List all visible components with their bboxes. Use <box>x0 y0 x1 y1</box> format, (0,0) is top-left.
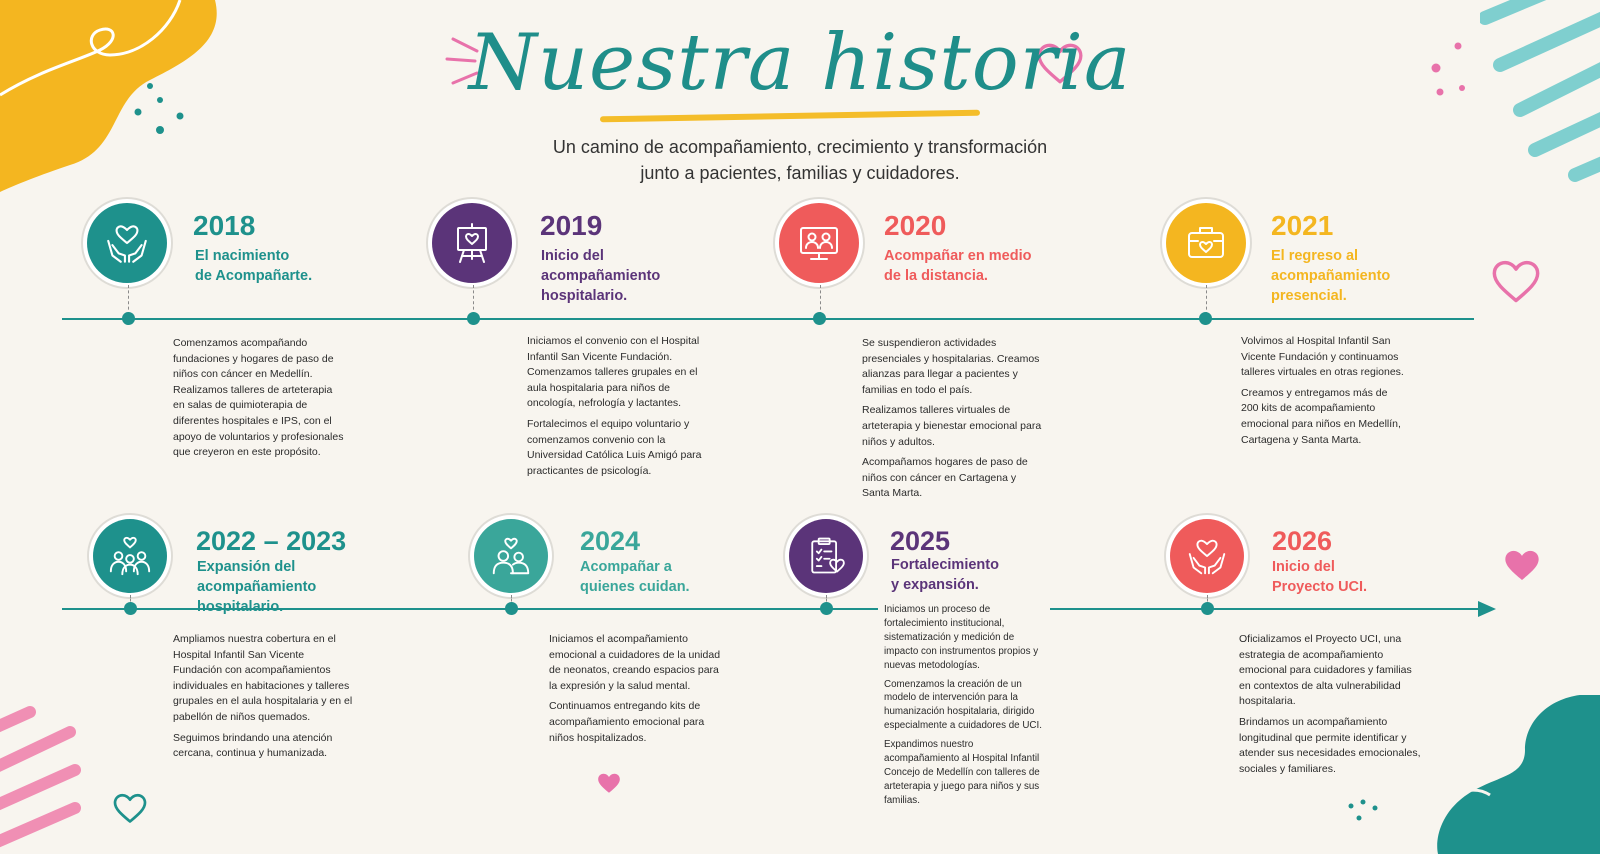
page-title: Nuestra historia <box>468 18 1132 108</box>
timeline-dot <box>124 602 137 615</box>
heart-outline-icon <box>1490 255 1542 307</box>
milestone-title: Expansión del acompañamiento hospitalario. <box>197 559 317 615</box>
milestone-connector <box>820 285 821 315</box>
heart-filled-icon <box>596 770 622 796</box>
easel-heart-icon <box>448 219 496 267</box>
subtitle-line: Un camino de acompañamiento, crecimiento y transformación <box>552 137 1048 157</box>
milestone-paragraph: Iniciamos el acompañamiento emocional a cuidadores de la unidad de neonatos, creando espacios para la expresión y la salud mental. <box>549 633 721 692</box>
teal-blob-decoration <box>1430 695 1600 854</box>
milestone-paragraph: Creamos y entregamos más de 200 kits de acompañamiento emocional para niños en Medellín, Cartagena y Santa Marta. <box>1241 386 1401 446</box>
timeline-dot <box>1201 602 1214 615</box>
milestone-connector <box>473 285 474 315</box>
milestone-icon-circle <box>87 203 167 283</box>
milestone-paragraph: Oficializamos el Proyecto UCI, una estrategia de acompañamiento emocional para cuidadores y familias en contextos de alta vulnerabilidad hospitalaria. <box>1239 633 1412 708</box>
milestone-description <box>878 603 1050 813</box>
milestone-paragraph: Se suspendieron actividades presenciales y hospitalarias. Creamos alianzas para llegar a pacientes y familias en todo el país. <box>862 337 1040 396</box>
milestone-paragraph: Comenzamos la creación de un modelo de intervención para la humanización hospitalaria, dirigido especialmente a cuidadores de UCI. <box>884 678 1042 732</box>
group-heart-icon <box>107 533 153 579</box>
milestone-title: Fortalecimiento y expansión. <box>891 557 999 593</box>
milestone-paragraph: Volvimos al Hospital Infantil San Vicente Fundación y continuamos talleres virtuales en otras regiones. <box>1241 335 1404 379</box>
milestone-title: Inicio del acompañamiento hospitalario. <box>541 248 661 304</box>
milestone-title: Acompañar a quienes cuidan. <box>580 559 690 595</box>
milestone-year: 2025 <box>890 526 951 556</box>
timeline-dot <box>1199 312 1212 325</box>
milestone-paragraph: Iniciamos el convenio con el Hospital Infantil San Vicente Fundación. Comenzamos talleres grupales en el aula hospitalaria para niños de oncología, nefrología y lactantes. <box>527 335 700 410</box>
milestone-year: 2019 <box>540 210 603 241</box>
milestone-connector <box>128 285 129 315</box>
milestone-year: 2020 <box>884 210 947 241</box>
milestone-icon-circle <box>474 519 548 593</box>
milestone-description <box>1239 632 1424 782</box>
video-call-icon <box>795 219 843 267</box>
kit-heart-icon <box>1182 219 1230 267</box>
milestone-paragraph: Continuamos entregando kits de acompañamiento emocional para niños hospitalizados. <box>549 700 705 744</box>
milestone-icon-circle <box>1170 519 1244 593</box>
page-subtitle <box>0 134 1600 186</box>
timeline-dot <box>122 312 135 325</box>
milestone-paragraph: Seguimos brindando una atención cercana, continua y humanizada. <box>173 731 333 760</box>
milestone-year: 2024 <box>580 526 641 556</box>
milestone-title: Inicio del Proyecto UCI. <box>1272 559 1368 595</box>
pink-stripes-decoration <box>0 700 90 854</box>
milestone-description <box>862 336 1044 507</box>
milestone-description <box>549 632 729 751</box>
heart-hands-icon <box>102 218 152 268</box>
milestone-title: El nacimiento de Acompañarte. <box>195 248 313 284</box>
milestone-paragraph: Ampliamos nuestra cobertura en el Hospital Infantil San Vicente Fundación con acompañamientos individuales en habitaciones y talleres grupales en el aula hospitalaria y en el pabellón de niños quemados. <box>173 633 353 723</box>
milestone-paragraph: Comenzamos acompañando fundaciones y hogares de paso de niños con cáncer en Medellín. Realizamos talleres de arteterapia en salas de quimioterapia de diferentes hospitales e IPS, con el apoyo de voluntarios y profesionales que creyeron en este propósito. <box>173 337 344 459</box>
milestone-icon-circle <box>432 203 512 283</box>
milestone-paragraph: Expandimos nuestro acompañamiento al Hospital Infantil Concejo de Medellín con talleres de arteterapia y juego para niños y sus familias. <box>884 739 1040 806</box>
milestone-icon-circle <box>779 203 859 283</box>
milestone-paragraph: Realizamos talleres virtuales de arteterapia y bienestar emocional para niños y adultos. <box>862 404 1042 448</box>
milestone-icon-circle <box>789 519 863 593</box>
clipboard-heart-icon <box>804 534 848 578</box>
milestone-paragraph: Iniciamos un proceso de fortalecimiento institucional, sistematización y medición de impacto con instrumentos propios y nuevas metodologías. <box>884 604 1039 671</box>
caregivers-heart-icon <box>488 533 534 579</box>
milestone-year: 2026 <box>1272 526 1333 556</box>
milestone-description <box>1241 334 1406 453</box>
heart-hands-icon <box>1184 533 1230 579</box>
milestone-year: 2022 – 2023 <box>196 526 347 556</box>
milestone-paragraph: Acompañamos hogares de paso de niños con cáncer en Cartagena y Santa Marta. <box>862 456 1028 500</box>
timeline-dot <box>467 312 480 325</box>
heart-outline-icon <box>112 790 148 826</box>
milestone-description <box>173 336 345 466</box>
heart-filled-icon <box>1502 545 1542 585</box>
timeline-dot <box>820 602 833 615</box>
milestone-description <box>527 334 705 484</box>
milestone-title: El regreso al acompañamiento presencial. <box>1271 248 1391 304</box>
teal-dots-decoration <box>1345 798 1385 828</box>
timeline-dot <box>505 602 518 615</box>
milestone-title: Acompañar en medio de la distancia. <box>884 248 1032 284</box>
milestone-paragraph: Brindamos un acompañamiento longitudinal que permite identificar y atender sus necesidades emocionales, sociales y familiares. <box>1239 715 1421 775</box>
milestone-year: 2021 <box>1271 210 1334 241</box>
milestone-icon-circle <box>93 519 167 593</box>
milestone-icon-circle <box>1166 203 1246 283</box>
milestone-connector <box>1206 285 1207 315</box>
timeline-dot <box>813 312 826 325</box>
subtitle-line: junto a pacientes, familias y cuidadores. <box>640 163 960 183</box>
milestone-description <box>173 632 353 767</box>
milestone-paragraph: Fortalecimos el equipo voluntario y comenzamos convenio con la Universidad Católica Luis Amigó para practicantes de psicología. <box>527 417 702 477</box>
milestone-year: 2018 <box>193 210 256 241</box>
arrow-right-icon <box>1478 601 1498 617</box>
timeline-axis-top <box>62 318 1474 320</box>
